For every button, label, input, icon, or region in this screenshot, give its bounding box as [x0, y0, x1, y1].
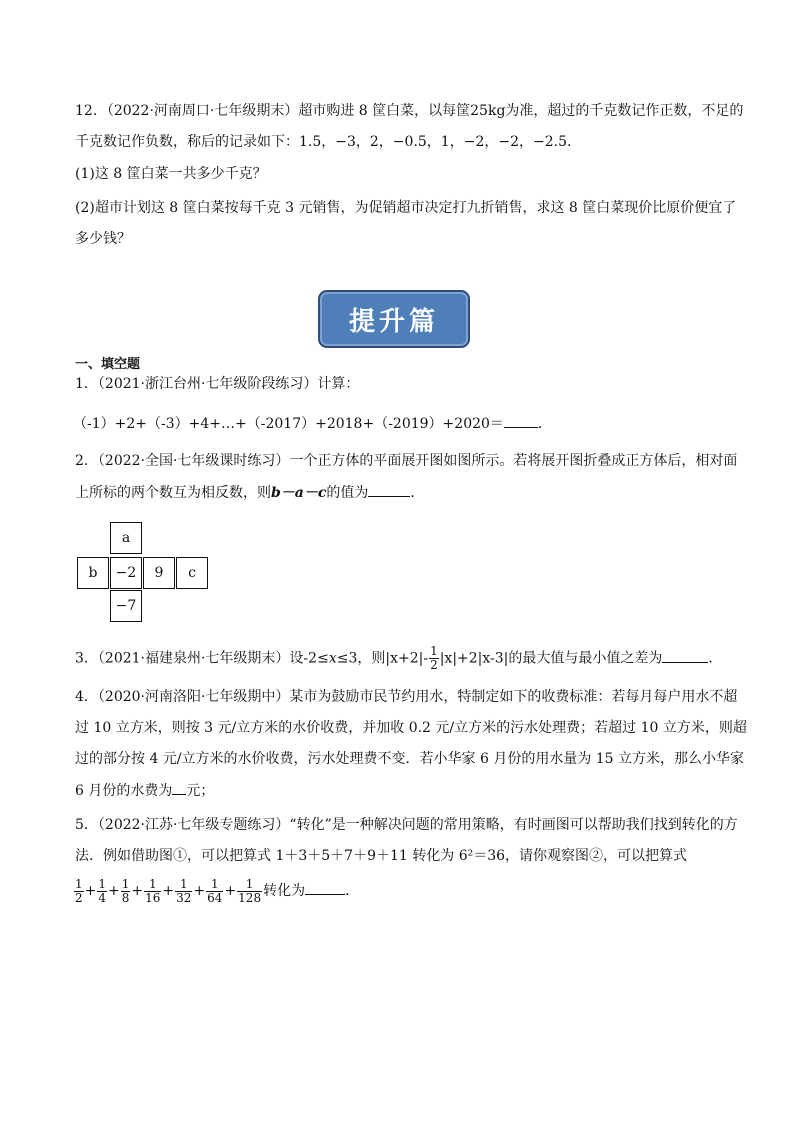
- section-title: 一、填空题: [75, 357, 141, 372]
- q5-line2: 法．例如借助图①，可以把算式 1＋3＋5＋7＋9＋11 转化为 6²＝36，请你观察图②，可以把算式: [75, 848, 688, 864]
- q5-frac6-num: 1: [206, 878, 223, 892]
- net-cell-minus7: −7: [110, 590, 142, 622]
- q5-plus-3: +: [131, 883, 144, 899]
- net-cell-9: 9: [143, 557, 175, 589]
- q2-line1: 2．（2022·全国·七年级课时练习）一个正方体的平面展开图如图所示。若将展开图折叠成正方体后，相对面: [75, 453, 738, 469]
- q12-sub2b: 多少钱？: [75, 231, 131, 247]
- q12-line2: 千克数记作负数，称后的记录如下：1.5，−3，2，−0.5，1，−2，−2，−2.5．: [75, 134, 581, 150]
- q5-plus-6: +: [224, 883, 237, 899]
- q5-frac5-num: 1: [175, 878, 192, 892]
- q5-frac1-num: 1: [75, 876, 83, 891]
- q3-x: x: [328, 650, 337, 667]
- q12-line1: 12．（2022·河南周口·七年级期末）超市购进 8 筐白菜，以每筐25kg为准，超过的千克数记作正数，不足的: [75, 103, 744, 119]
- q5-frac3-den: 8: [121, 890, 130, 905]
- q1-line1: 1．（2021·浙江台州·七年级阶段练习）计算：: [75, 376, 360, 392]
- q5-plus-5: +: [193, 883, 206, 899]
- q5-frac6-den: 64: [207, 890, 223, 905]
- q5-plus-2: +: [108, 883, 120, 899]
- q12-sub2a: (2)超市计划这 8 筐白菜按每千克 3 元销售，为促销超市决定打九折销售，求这 8 筐白菜现价比原价便宜了: [75, 200, 737, 216]
- q2-answer-blank: [368, 482, 410, 497]
- q5-frac2-num: 1: [98, 876, 107, 891]
- q5-frac4-den: 16: [145, 890, 161, 905]
- q2-line2-pre: 上所标的两个数互为相反数，则: [75, 485, 271, 501]
- net-cell-minus2: −2: [110, 557, 142, 589]
- q1-line2: [73, 413, 723, 434]
- q5-frac5-den: 32: [176, 890, 192, 905]
- q2-expression: b－a－c: [271, 485, 327, 501]
- q5-line3: [73, 876, 723, 906]
- q1-answer-blank: [504, 413, 538, 428]
- q4-answer-blank: [172, 780, 186, 795]
- q4-line4: [75, 780, 725, 801]
- section-banner: 提升篇: [318, 290, 470, 348]
- q4-line3: 过的部分按 4 元/立方米的水价收费，污水处理费不变．若小华家 6 月份的用水量为 15 立方米，那么小华家: [75, 751, 745, 767]
- q4-line4-post: 元；: [186, 783, 215, 799]
- q3-pre: 3．（2021·福建泉州·七年级期末）设-2≤: [75, 650, 329, 667]
- q12-sub1: (1)这 8 筐白菜一共多少千克？: [75, 166, 267, 182]
- net-cell-b: b: [77, 557, 109, 589]
- net-cell-c: c: [176, 557, 208, 589]
- q5-frac7-den: 128: [238, 890, 262, 905]
- q1-expression: （-1）+2+（-3）+4+…+（-2017）+2018+（-2019）+2020＝: [73, 416, 504, 432]
- q5-end: ．: [345, 883, 360, 899]
- q3-end: ．: [708, 650, 723, 667]
- q2-line2: [75, 482, 725, 503]
- q3-frac-den: 2: [430, 658, 438, 672]
- q5-frac7-num: 1: [237, 878, 262, 892]
- q3-post: |x|+2|x-3|的最大值与最小值之差为: [439, 650, 663, 667]
- q5-plus-1: +: [84, 883, 97, 899]
- q5-answer-blank: [305, 880, 345, 895]
- q3-line: [75, 645, 725, 672]
- q2-line2-post: 的值为: [326, 485, 369, 501]
- q3-frac-num: 1: [430, 644, 438, 658]
- q5-frac3-num: 1: [121, 876, 130, 891]
- q5-post: 转化为: [263, 883, 306, 899]
- q5-plus-4: +: [162, 883, 175, 899]
- q4-line2: 过 10 立方米，则按 3 元/立方米的水价收费，并加收 0.2 元/立方米的污水处理费；若超过 10 立方米，则超: [75, 720, 747, 736]
- q4-line4-pre: 6 月份的水费为: [75, 783, 173, 799]
- q3-answer-blank: [662, 648, 708, 663]
- q5-frac2-den: 4: [98, 890, 107, 905]
- net-cell-a: a: [110, 522, 142, 554]
- q2-end: ．: [410, 485, 425, 501]
- q5-frac4-num: 1: [144, 878, 161, 892]
- q4-line1: 4．（2020·河南洛阳·七年级期中）某市为鼓励市民节约用水，特制定如下的收费标准：若每月每户用水不超: [75, 689, 738, 705]
- q5-frac1-den: 2: [75, 890, 83, 905]
- q3-mid: ≤3，则|x+2|-: [336, 650, 429, 667]
- q5-line1: 5．（2022·江苏·七年级专题练习）“转化”是一种解决问题的常用策略，有时画图可以帮助我们找到转化的方: [75, 817, 738, 833]
- q3-fraction: [429, 645, 439, 672]
- q1-end: ．: [537, 416, 552, 432]
